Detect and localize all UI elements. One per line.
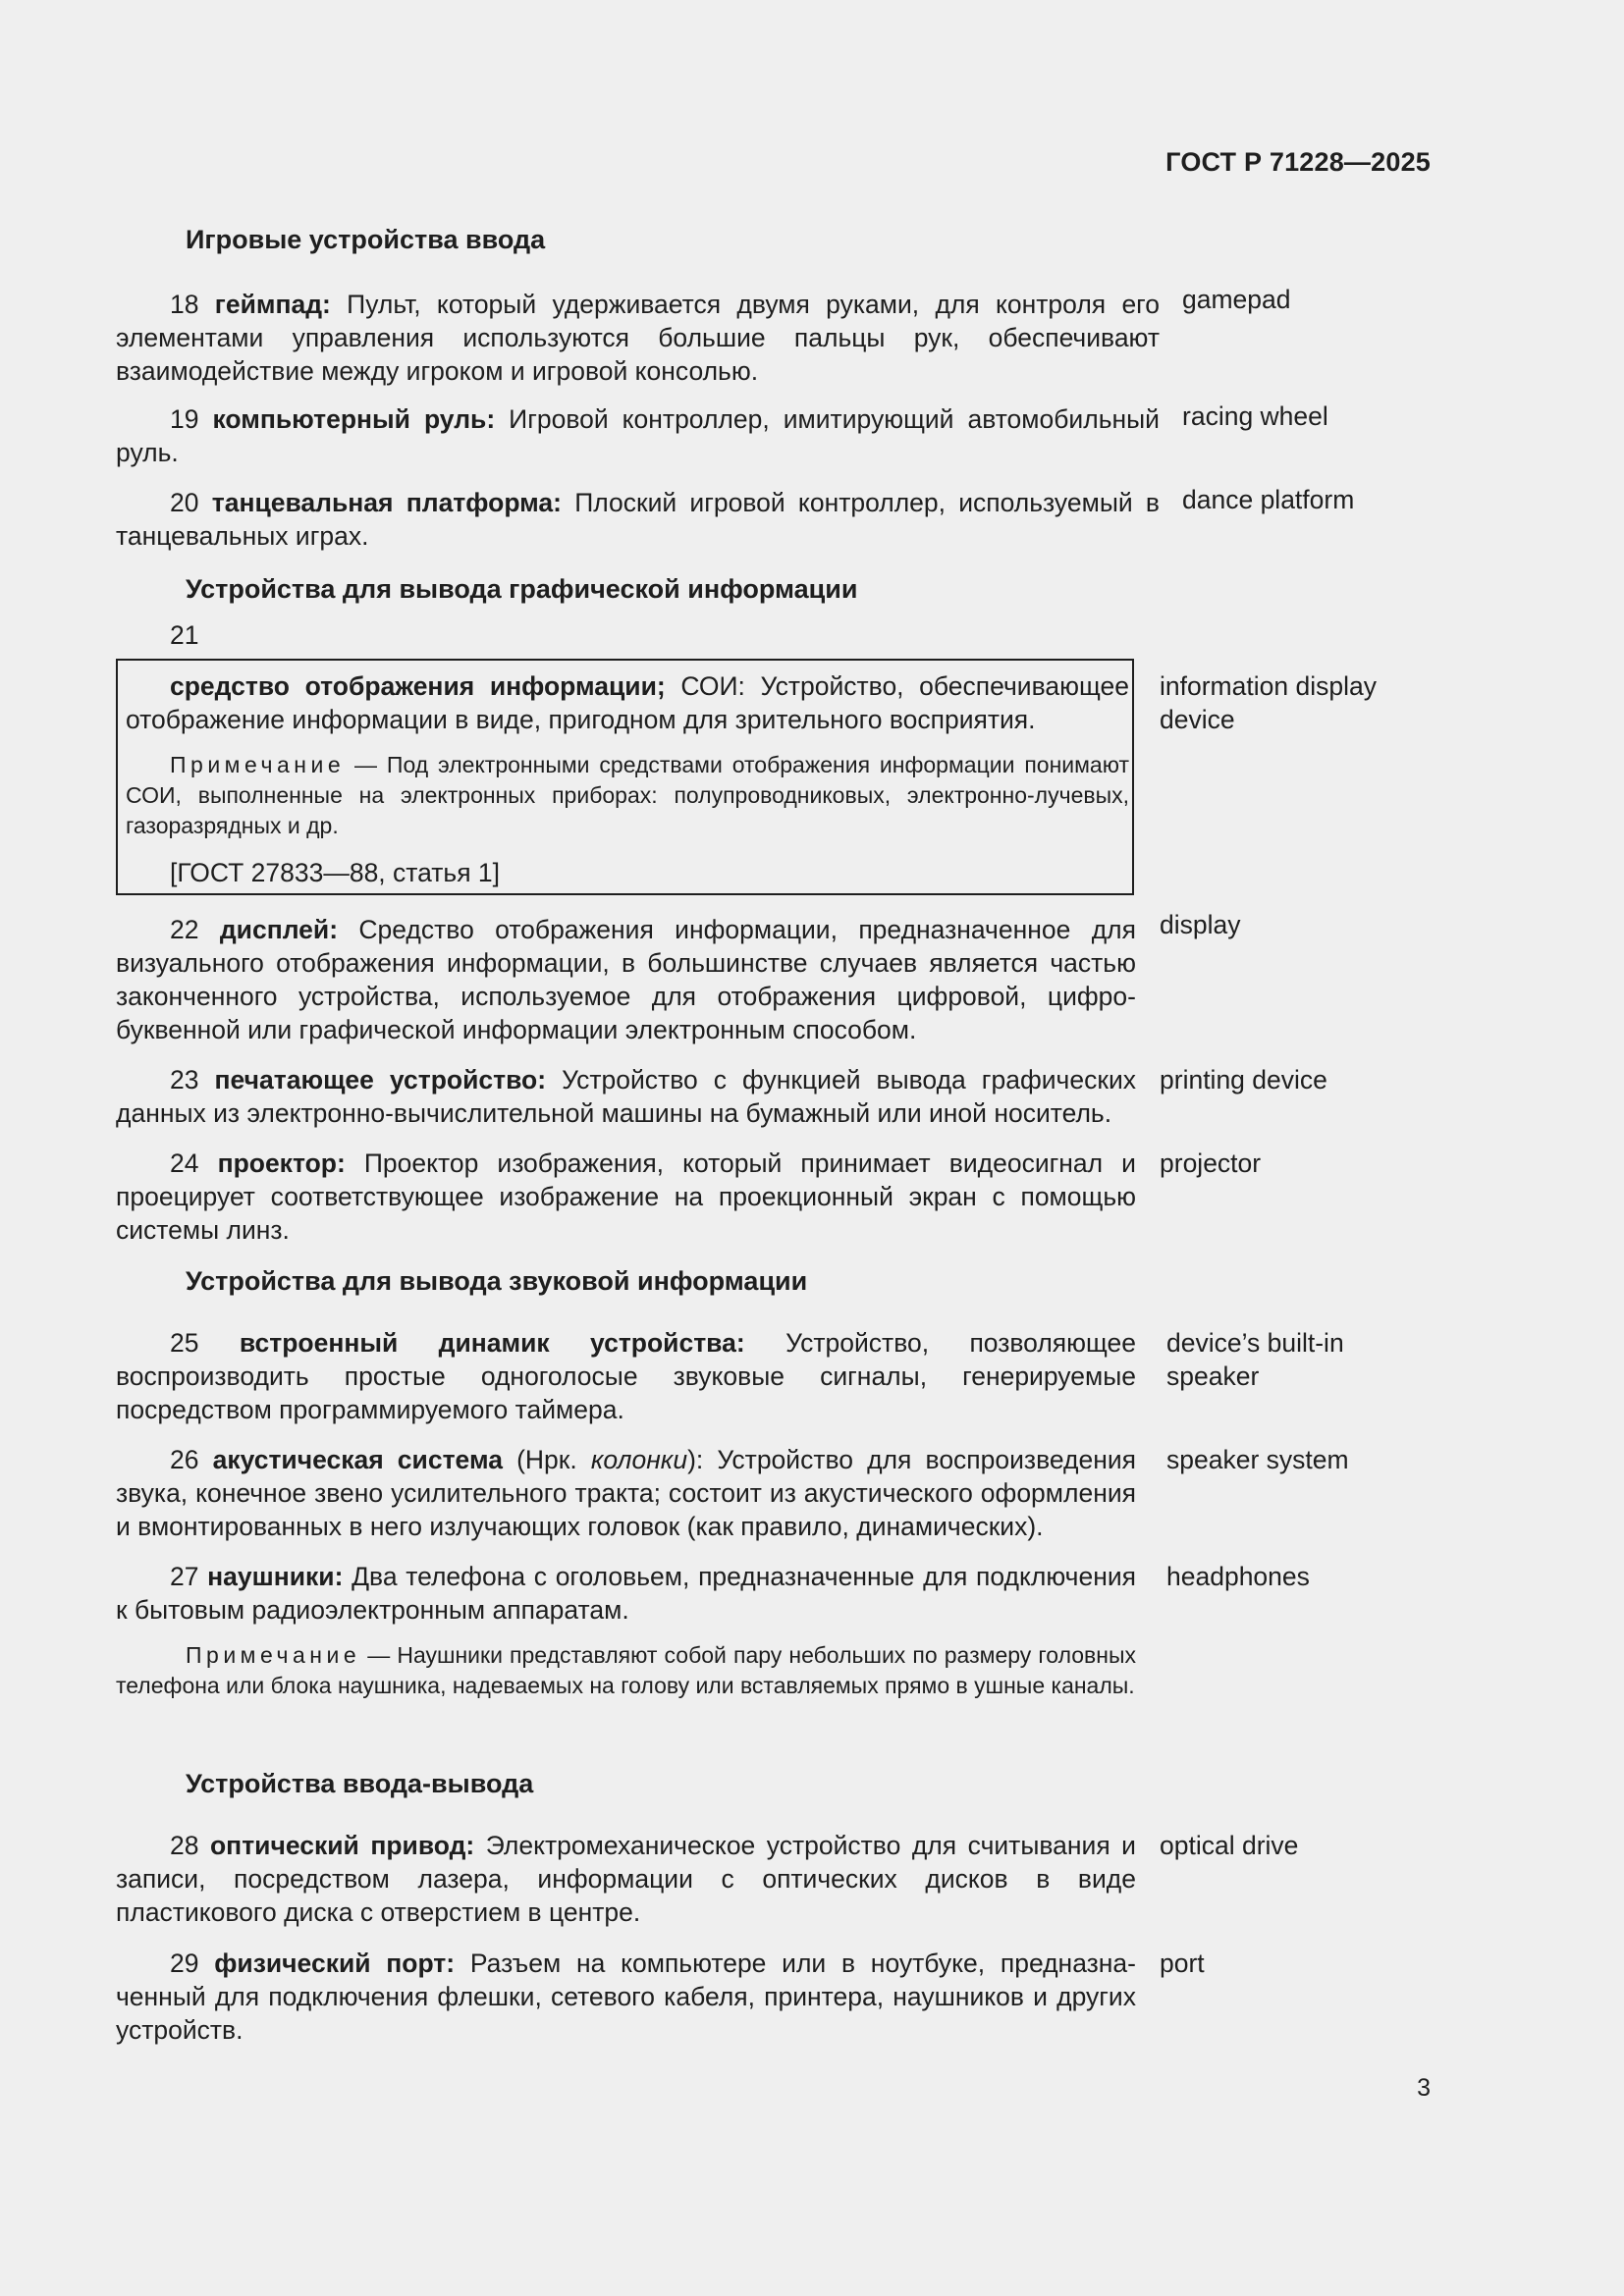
term-english-22: display [1160, 910, 1241, 939]
term-definition: СОИ: Устройство, обеспечивающее отображение информации в виде, пригодном для зрительного восприятия. [126, 671, 1129, 734]
term-name: средство отображения информации; [170, 671, 666, 701]
term-number: 22 [170, 915, 199, 944]
section-heading-gaming-input: Игровые устройства ввода [186, 225, 546, 254]
term-number: 28 [170, 1831, 199, 1860]
term-note-27 [116, 1640, 1136, 1701]
term-name: проектор: [217, 1148, 346, 1178]
term-name: компьютерный руль: [212, 404, 496, 434]
term-number: 26 [170, 1445, 199, 1474]
section-heading-graphic-output: Устройства для вывода графической информации [186, 574, 858, 604]
note-text: — Под электронными средствами отображения информации понимают СОИ, выполненные на электронных приборах: полупроводниковых, электронно-лучевых, газоразрядных и др. [126, 752, 1129, 838]
term-entry-19 [116, 402, 1160, 469]
term-name: встроенный динамик устройства: [239, 1328, 745, 1358]
term-definition: Электромеханическое устройство для считывания и записи, посредством лазера, информации с оптических дисков в виде пластикового диска с отверстием в центре. [116, 1831, 1136, 1927]
term-name: печатающее устройство: [214, 1065, 547, 1095]
term-name: танцевальная платформа: [211, 488, 562, 517]
term-english-27: headphones [1166, 1562, 1310, 1591]
term-number: 20 [170, 488, 199, 517]
term-number: 19 [170, 404, 199, 434]
section-heading-audio-output: Устройства для вывода звуковой информации [186, 1266, 808, 1296]
term-source-21: [ГОСТ 27833—88, статья 1] [170, 858, 501, 887]
term-definition: Игровой контроллер, имитирующий автомобильный руль. [116, 404, 1160, 467]
term-entry-28 [116, 1829, 1136, 1929]
term-definition: Пульт, который удерживается двумя руками, для контроля его элементами управления используются большие пальцы рук, обеспечивают взаимодействие между игроком и игровой консолью. [116, 290, 1160, 386]
term-entry-22 [116, 913, 1136, 1046]
note-text: — Наушники представляют собой пару небольших по размеру головных телефона или блока наушника, надеваемых на голову или вставляемых прямо в ушные каналы. [116, 1642, 1136, 1698]
term-definition-prefix: (Нрк. [502, 1445, 591, 1474]
term-synonym: колонки [590, 1445, 688, 1474]
term-name: акустическая система [212, 1445, 503, 1474]
term-definition: Плоский игровой контроллер, используемый в танцевальных играх. [116, 488, 1160, 551]
term-number: 25 [170, 1328, 199, 1358]
term-entry-29 [116, 1947, 1136, 2047]
term-name: геймпад: [214, 290, 331, 319]
term-entry-24 [116, 1147, 1136, 1247]
term-name: оптический привод: [210, 1831, 475, 1860]
term-name: физический порт: [214, 1949, 456, 1978]
term-english-20: dance platform [1182, 485, 1355, 514]
page-number: 3 [1417, 2074, 1431, 2102]
term-entry-26 [116, 1443, 1136, 1543]
term-number: 24 [170, 1148, 199, 1178]
term-entry-23 [116, 1063, 1136, 1130]
term-entry-21 [126, 669, 1129, 736]
term-definition: Проектор изображения, который принимает видеосигнал и проецирует соответствующее изображение на проекционный экран с помощью системы линз. [116, 1148, 1136, 1245]
section-heading-io: Устройства ввода-вывода [186, 1769, 534, 1798]
term-note-21 [126, 750, 1129, 841]
term-definition: Средство отображения информации, предназначенное для визуального отображения информации, в большинстве случаев является частью законченного устройства, используемое для отображения цифровой, цифро-буквенной или графической информации электронным способом. [116, 915, 1136, 1044]
term-definition: ): Устройство для воспроизведения звука, конечное звено усилительного тракта; состоит из акустического оформления и вмонтированных в него излучающих головок (как правило, динамических). [116, 1445, 1137, 1541]
term-number: 27 [170, 1562, 199, 1591]
term-english-28: optical drive [1160, 1831, 1299, 1860]
term-entry-20 [116, 486, 1160, 553]
note-label: Примечание [170, 752, 346, 777]
term-english-29: port [1160, 1949, 1205, 1978]
term-definition: Устройство, позволяющее воспроизводить простые одноголосые звуковые сигналы, генерируемые посредством программируемого таймера. [116, 1328, 1136, 1424]
term-definition: Разъем на компьютере или в ноутбуке, предназначенный для подключения флешки, сетевого кабеля, принтера, наушников и других устройств. [116, 1949, 1136, 2045]
term-definition: Устройство с функцией вывода графических данных из электронно-вычислительной машины на бумажный или иной носитель. [116, 1065, 1136, 1128]
term-english-21: information display device [1160, 671, 1377, 734]
term-entry-25 [116, 1326, 1136, 1426]
term-english-19: racing wheel [1182, 401, 1328, 431]
term-definition: Два телефона с оголовьем, предназначенные для подключения к бытовым радиоэлектронным аппаратам. [116, 1562, 1136, 1625]
term-number: 23 [170, 1065, 199, 1095]
term-number: 18 [170, 290, 199, 319]
term-number-21: 21 [170, 620, 199, 650]
note-label: Примечание [186, 1642, 361, 1668]
term-name: дисплей: [219, 915, 339, 944]
term-english-25: device’s built-in speaker [1166, 1328, 1344, 1391]
term-entry-18 [116, 288, 1160, 388]
term-english-18: gamepad [1182, 285, 1291, 314]
term-name: наушники: [207, 1562, 344, 1591]
term-english-23: printing device [1160, 1065, 1327, 1095]
document-header: ГОСТ Р 71228—2025 [1165, 147, 1431, 177]
term-english-24: projector [1160, 1148, 1262, 1178]
term-entry-27 [116, 1560, 1136, 1627]
term-english-26: speaker system [1166, 1445, 1349, 1474]
term-number: 29 [170, 1949, 199, 1978]
